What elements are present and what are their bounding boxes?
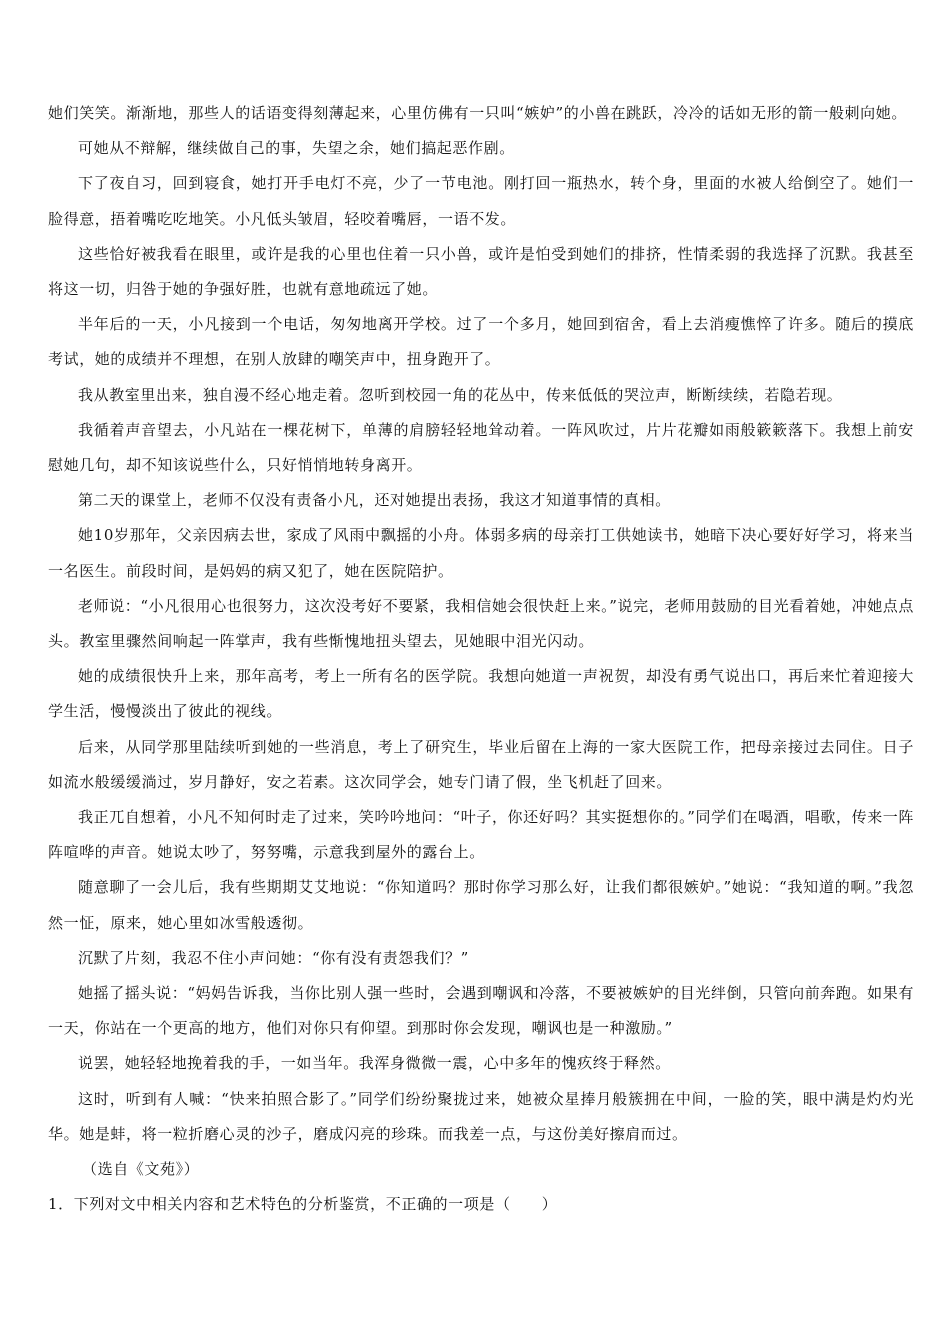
article-paragraph: 她摇了摇头说：“妈妈告诉我，当你比别人强一些时，会遇到嘲讽和冷落，不要被嫉妒的目光绊倒，只管向前奔跑。如果有一天，你站在一个更高的地方，他们对你只有仰望。到那时你会发现，嘲讽也是一种激励。”: [48, 984, 914, 1038]
article-paragraph: 我循着声音望去，小凡站在一棵花树下，单薄的肩膀轻轻地耸动着。一阵风吹过，片片花瓣如雨般簌簌落下。我想上前安慰她几句，却不知该说些什么，只好悄悄地转身离开。: [48, 420, 914, 475]
article-paragraph: 随意聊了一会儿后，我有些期期艾艾地说：“你知道吗？那时你学习那么好，让我们都很嫉妒。”她说：“我知道的啊。”我忽然一怔，原来，她心里如冰雪般透彻。: [48, 878, 914, 932]
document-page: [48, 96, 914, 1223]
article-paragraph: 我正兀自想着，小凡不知何时走了过来，笑吟吟地问：“叶子，你还好吗？其实挺想你的。”同学们在喝酒，唱歌，传来一阵阵喧哗的声音。她说太吵了，努努嘴，示意我到屋外的露台上。: [48, 808, 914, 862]
article-paragraph: 她们笑笑。渐渐地，那些人的话语变得刻薄起来，心里仿佛有一只叫“嫉妒”的小兽在跳跃，冷冷的话如无形的箭一般刺向她。: [48, 104, 907, 122]
source-citation: （选自《文苑》）: [82, 1160, 200, 1179]
article-paragraph: 这些恰好被我看在眼里，或许是我的心里也住着一只小兽，或许是怕受到她们的排挤，性情柔弱的我选择了沉默。我甚至将这一切，归咎于她的争强好胜，也就有意地疏远了她。: [48, 244, 914, 299]
article-paragraph: 半年后的一天，小凡接到一个电话，匆匆地离开学校。过了一个多月，她回到宿舍，看上去消瘦憔悴了许多。随后的摸底考试，她的成绩并不理想，在别人放肆的嘲笑声中，扭身跑开了。: [48, 315, 914, 369]
article-paragraph: 后来，从同学那里陆续听到她的一些消息，考上了研究生，毕业后留在上海的一家大医院工作，把母亲接过去同住。日子如流水般缓缓淌过，岁月静好，安之若素。这次同学会，她专门请了假，坐飞机赶了回来。: [48, 737, 914, 791]
question-1: 1．下列对文中相关内容和艺术特色的分析鉴赏，不正确的一项是（ ）: [48, 1195, 558, 1214]
article-paragraph: 我从教室里出来，独自漫不经心地走着。忽听到校园一角的花丛中，传来低低的哭泣声，断断续续，若隐若现。: [78, 385, 843, 404]
article-paragraph: 她10岁那年，父亲因病去世，家成了风雨中飘摇的小舟。体弱多病的母亲打工供她读书，她暗下决心要好好学习，将来当一名医生。前段时间，是妈妈的病又犯了，她在医院陪护。: [48, 526, 914, 580]
article-paragraph: 说罢，她轻轻地挽着我的手，一如当年。我浑身微微一震，心中多年的愧疚终于释然。: [78, 1054, 671, 1073]
article-paragraph: 她的成绩很快升上来，那年高考，考上一所有名的医学院。我想向她道一声祝贺，却没有勇气说出口，再后来忙着迎接大学生活，慢慢淡出了彼此的视线。: [48, 667, 914, 721]
article-paragraph: 老师说：“小凡很用心也很努力，这次没考好不要紧，我相信她会很快赶上来。”说完，老师用鼓励的目光看着她，冲她点点头。教室里骤然间响起一阵掌声，我有些惭愧地扭头望去，见她眼中泪光闪动。: [48, 596, 914, 651]
article-paragraph: 这时，听到有人喊：“快来拍照合影了。”同学们纷纷聚拢过来，她被众星捧月般簇拥在中间，一脸的笑，眼中满是灼灼光华。她是蚌，将一粒折磨心灵的沙子，磨成闪亮的珍珠。而我差一点，与这份美好擦肩而过。: [48, 1089, 914, 1143]
article-paragraph: 第二天的课堂上，老师不仅没有责备小凡，还对她提出表扬，我这才知道事情的真相。: [78, 491, 671, 510]
article-body: [48, 96, 914, 1152]
article-paragraph: 沉默了片刻，我忍不住小声问她：“你有没有责怨我们？”: [78, 948, 469, 967]
article-paragraph: 可她从不辩解，继续做自己的事，失望之余，她们搞起恶作剧。: [78, 139, 515, 158]
article-paragraph: 下了夜自习，回到寝食，她打开手电灯不亮，少了一节电池。刚打回一瓶热水，转个身，里面的水被人给倒空了。她们一脸得意，捂着嘴吃吃地笑。小凡低头皱眉，轻咬着嘴唇，一语不发。: [48, 174, 914, 228]
